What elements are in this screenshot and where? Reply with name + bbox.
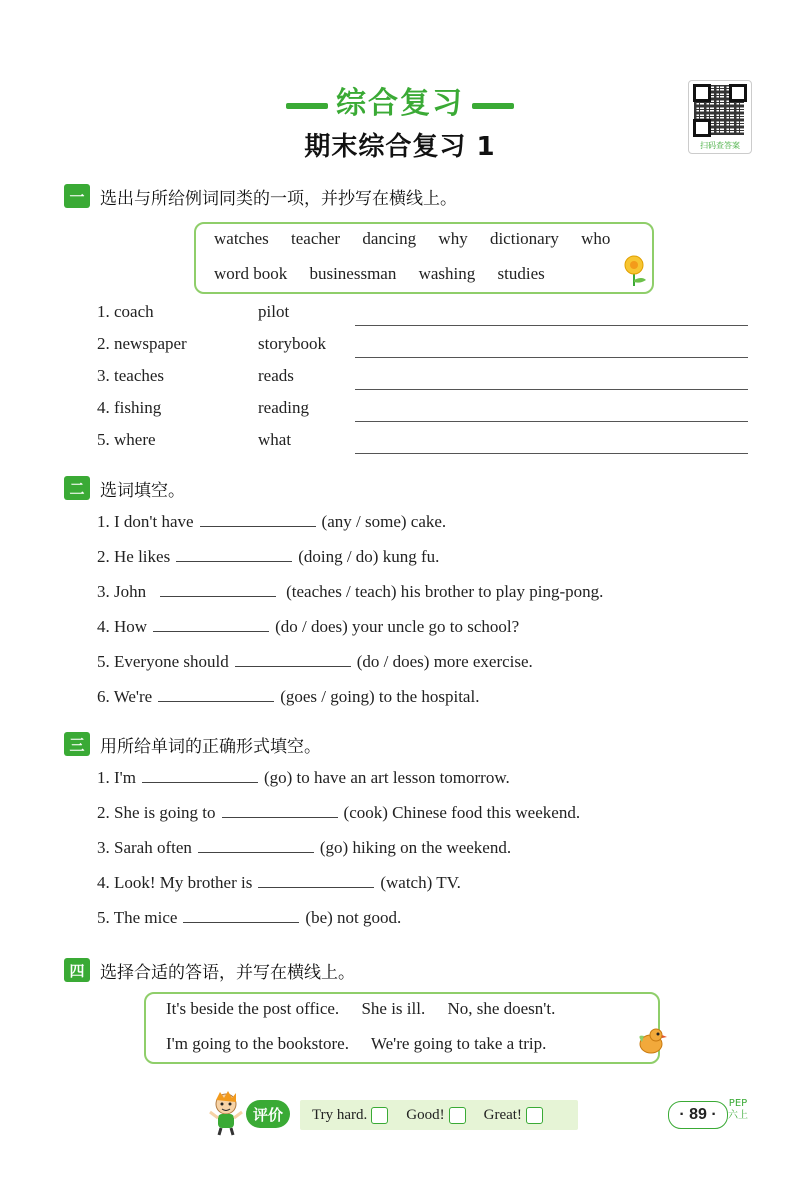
s3-blank-3[interactable] (198, 838, 314, 853)
s3-item-3-after: (go) hiking on the weekend. (319, 838, 512, 857)
s3-item-1-before: 1. I'm (97, 768, 136, 787)
evaluation-label: 评价 (246, 1100, 290, 1128)
edition-top: PEP (728, 1098, 748, 1109)
word-bank-word: dancing (362, 229, 417, 248)
s1-item-5-example: what (258, 430, 292, 449)
edition-bottom: 六上 (728, 1110, 748, 1121)
section-1-header (64, 182, 457, 210)
edition-badge (728, 1098, 748, 1122)
section-3-number: 三 (64, 732, 90, 756)
s1-answer-line-1[interactable] (355, 324, 748, 326)
s2-item-2-after: (doing / do) kung fu. (298, 547, 440, 566)
bird-icon (634, 1024, 668, 1058)
section-4-number: 四 (64, 958, 90, 982)
word-bank-word: who (581, 229, 611, 248)
word-bank-word: word book (214, 264, 288, 283)
s1-answer-line-4[interactable] (355, 420, 748, 422)
s2-item-4-after: (do / does) your uncle go to school? (275, 617, 520, 636)
word-bank-word: dictionary (489, 229, 559, 248)
s1-item-5-word: 5. where (97, 430, 156, 449)
page-number: · 89 · (668, 1101, 728, 1129)
eval-option-great: Great! (483, 1106, 522, 1123)
answer-option: She is ill. (361, 999, 426, 1018)
s2-blank-2[interactable] (176, 547, 292, 562)
section-3-header (64, 730, 321, 758)
s3-item-4-before: 4. Look! My brother is (97, 873, 253, 892)
s2-item-2 (97, 547, 439, 567)
s2-item-1-before: 1. I don't have (97, 512, 194, 531)
s2-item-2-before: 2. He likes (97, 547, 171, 566)
section-4-header (64, 956, 355, 984)
qr-code-icon[interactable] (688, 80, 752, 154)
word-bank-row-2 (214, 264, 563, 284)
s2-item-6-before: 6. We're (97, 687, 153, 706)
s3-item-4 (97, 873, 461, 893)
answer-option: I'm going to the bookstore. (166, 1034, 349, 1053)
s3-item-1-after: (go) to have an art lesson tomorrow. (263, 768, 510, 787)
s3-blank-2[interactable] (222, 803, 338, 818)
s3-blank-4[interactable] (258, 873, 374, 888)
s3-blank-1[interactable] (142, 768, 258, 783)
s2-blank-5[interactable] (235, 652, 351, 667)
s2-blank-3[interactable] (160, 582, 276, 597)
section-2-number: 二 (64, 476, 90, 500)
word-bank-word: why (438, 229, 468, 248)
word-bank-row-1 (214, 229, 610, 249)
s2-blank-1[interactable] (200, 512, 316, 527)
section-3-title: 用所给单词的正确形式填空。 (100, 736, 321, 757)
answer-bank-row-1 (166, 999, 573, 1019)
category-title: 综合复习 (336, 86, 464, 121)
section-1-title: 选出与所给例词同类的一项，并抄写在横线上。 (100, 188, 457, 209)
qr-caption: 扫码查答案 (700, 141, 740, 150)
s1-item-4-example: reading (258, 398, 309, 417)
s1-item-1-word: 1. coach (97, 302, 154, 321)
answer-bank-row-2 (166, 1034, 564, 1054)
s3-item-5-after: (be) not good. (305, 908, 402, 927)
s2-blank-6[interactable] (158, 687, 274, 702)
s1-item-4-word: 4. fishing (97, 398, 162, 417)
evaluation-box (300, 1100, 578, 1130)
s2-item-3 (97, 582, 603, 602)
word-bank-box (194, 222, 654, 294)
section-1-number: 一 (64, 184, 90, 208)
answer-option: We're going to take a trip. (370, 1034, 547, 1053)
s2-blank-4[interactable] (153, 617, 269, 632)
section-4-title: 选择合适的答语，并写在横线上。 (100, 962, 355, 983)
s3-item-2-before: 2. She is going to (97, 803, 216, 822)
answer-option: It's beside the post office. (166, 999, 340, 1018)
s3-item-3-before: 3. Sarah often (97, 838, 192, 857)
s3-item-3 (97, 838, 511, 858)
cartoon-kid-icon (206, 1090, 246, 1136)
answer-option: No, she doesn't. (447, 999, 556, 1018)
word-bank-word: watches (214, 229, 269, 248)
word-bank-word: businessman (309, 264, 397, 283)
s3-item-1 (97, 768, 510, 788)
eval-checkbox-great[interactable] (526, 1107, 543, 1124)
flower-icon (616, 252, 652, 288)
s1-item-3-word: 3. teaches (97, 366, 165, 385)
s3-blank-5[interactable] (183, 908, 299, 923)
s3-item-5 (97, 908, 401, 928)
s2-item-5-after: (do / does) more exercise. (356, 652, 533, 671)
s2-item-6-after: (goes / going) to the hospital. (280, 687, 480, 706)
s2-item-5-before: 5. Everyone should (97, 652, 229, 671)
s3-item-4-after: (watch) TV. (380, 873, 461, 892)
s1-answer-line-3[interactable] (355, 388, 748, 390)
s2-item-1-after: (any / some) cake. (321, 512, 447, 531)
word-bank-word: washing (418, 264, 476, 283)
eval-option-good: Good! (406, 1106, 445, 1123)
s1-item-1-example: pilot (258, 302, 290, 321)
s2-item-3-before: 3. John (97, 582, 147, 601)
s2-item-4-before: 4. How (97, 617, 148, 636)
s2-item-4 (97, 617, 519, 637)
s1-item-2-word: 2. newspaper (97, 334, 187, 353)
answer-bank-box (144, 992, 660, 1064)
s2-item-6 (97, 687, 479, 707)
section-2-title: 选词填空。 (100, 480, 185, 501)
word-bank-word: teacher (291, 229, 341, 248)
heading-bar-left (286, 103, 328, 109)
word-bank-word: studies (497, 264, 545, 283)
eval-option-try-hard: Try hard. (312, 1106, 368, 1123)
eval-checkbox-good[interactable] (449, 1107, 466, 1124)
s1-item-2-example: storybook (258, 334, 326, 353)
heading-bar-right (472, 103, 514, 109)
eval-checkbox-try-hard[interactable] (371, 1107, 388, 1124)
s3-item-5-before: 5. The mice (97, 908, 178, 927)
s1-answer-line-5[interactable] (355, 452, 748, 454)
s3-item-2 (97, 803, 580, 823)
s2-item-1 (97, 512, 446, 532)
page-title: 期末综合复习 1 (304, 132, 496, 162)
s1-item-3-example: reads (258, 366, 294, 385)
s2-item-3-after: (teaches / teach) his brother to play ping-pong. (286, 582, 604, 601)
s1-answer-line-2[interactable] (355, 356, 748, 358)
s2-item-5 (97, 652, 533, 672)
s3-item-2-after: (cook) Chinese food this weekend. (343, 803, 581, 822)
category-heading (0, 78, 800, 122)
section-2-header (64, 474, 185, 502)
